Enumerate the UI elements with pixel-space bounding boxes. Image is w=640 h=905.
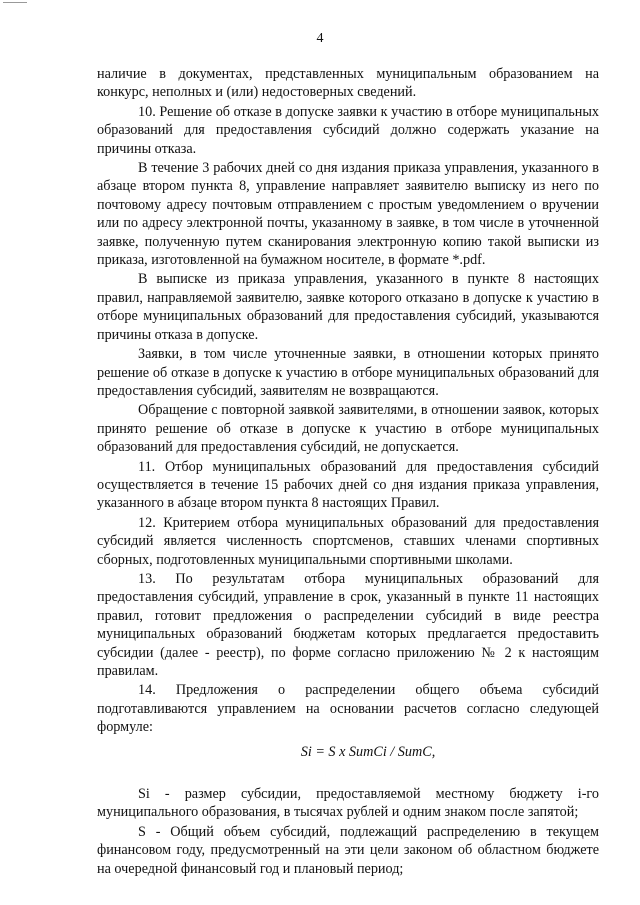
page-number: 4 — [316, 31, 324, 46]
paragraph: 12. Критерием отбора муниципальных образований для предоставления субсидий является численность спортсменов, ставших членами спортивных сборных, подготовленных муниципальными спортивными школами. — [97, 514, 599, 568]
paragraph: 13. По результатам отбора муниципальных образований для предоставления субсидий, управление в срок, указанный в пункте 11 настоящих правил, готовит предложения о распределении субсидий в виде реестра муниципальных образований бюджетам которых предлагается предоставить субсидии (далее - реестр), по форме согласно приложению № 2 к настоящим правилам. — [97, 570, 599, 679]
paragraph: 14. Предложения о распределении общего объема субсидий подготавливаются управлением на основании расчетов согласно следующей формуле: — [97, 682, 599, 736]
paragraph: 11. Отбор муниципальных образований для предоставления субсидий осуществляется в течение 15 рабочих дней со дня издания приказа управления, указанного в абзаце втором пункта 8 настоящих Правил. — [97, 458, 599, 512]
definition: Si - размер субсидии, предоставляемой местному бюджету i-го муниципального образования, в тысячах рублей и одним знаком после запятой; — [97, 786, 599, 821]
paragraph: 10. Решение об отказе в допуске заявки к участию в отборе муниципальных образований для предоставления субсидий должно содержать указание на причины отказа. — [97, 103, 599, 157]
paragraph: В течение 3 рабочих дней со дня издания приказа управления, указанного в абзаце втором пункта 8, управление направляет заявителю выписку из него по почтовому адресу почтовым отправлением с простым уведомлением о вручении или по адресу электронной почты, указанному в заявке, в том числе в уточненной заявке, полученную путем сканирования электронную копию такой выписки из приказа, изготовленной на бумажном носителе, в формате *.pdf. — [97, 160, 599, 269]
scan-mark — [3, 2, 27, 3]
formula: Si = S x SumCi / SumC, — [300, 743, 436, 760]
paragraph: Заявки, в том числе уточненные заявки, в отношении которых принято решение об отказе в допуске к участию в отборе муниципальных образований для предоставления субсидий, заявителям не возвращаются. — [97, 346, 599, 399]
definition: S - Общий объем субсидий, подлежащий распределению в текущем финансовом году, предусмотренный на эти цели законом об областном бюджете на очередной финансовый год и плановый период; — [97, 823, 599, 877]
body-text — [97, 65, 599, 879]
paragraph: Обращение с повторной заявкой заявителями, в отношении заявок, которых принято решение об отказе в допуске к участию в отборе муниципальных образований для предоставления субсидий, не допускается. — [97, 402, 599, 456]
paragraph: наличие в документах, представленных муниципальным образованием на конкурс, неполных и (или) недостоверных сведений. — [97, 66, 599, 101]
paragraph: В выписке из приказа управления, указанного в пункте 8 настоящих правил, направляемой заявителю, заявке которого отказано в допуске к участию в отборе муниципальных образований для предоставления субсидий, указываются причины отказа в допуске. — [97, 271, 599, 343]
